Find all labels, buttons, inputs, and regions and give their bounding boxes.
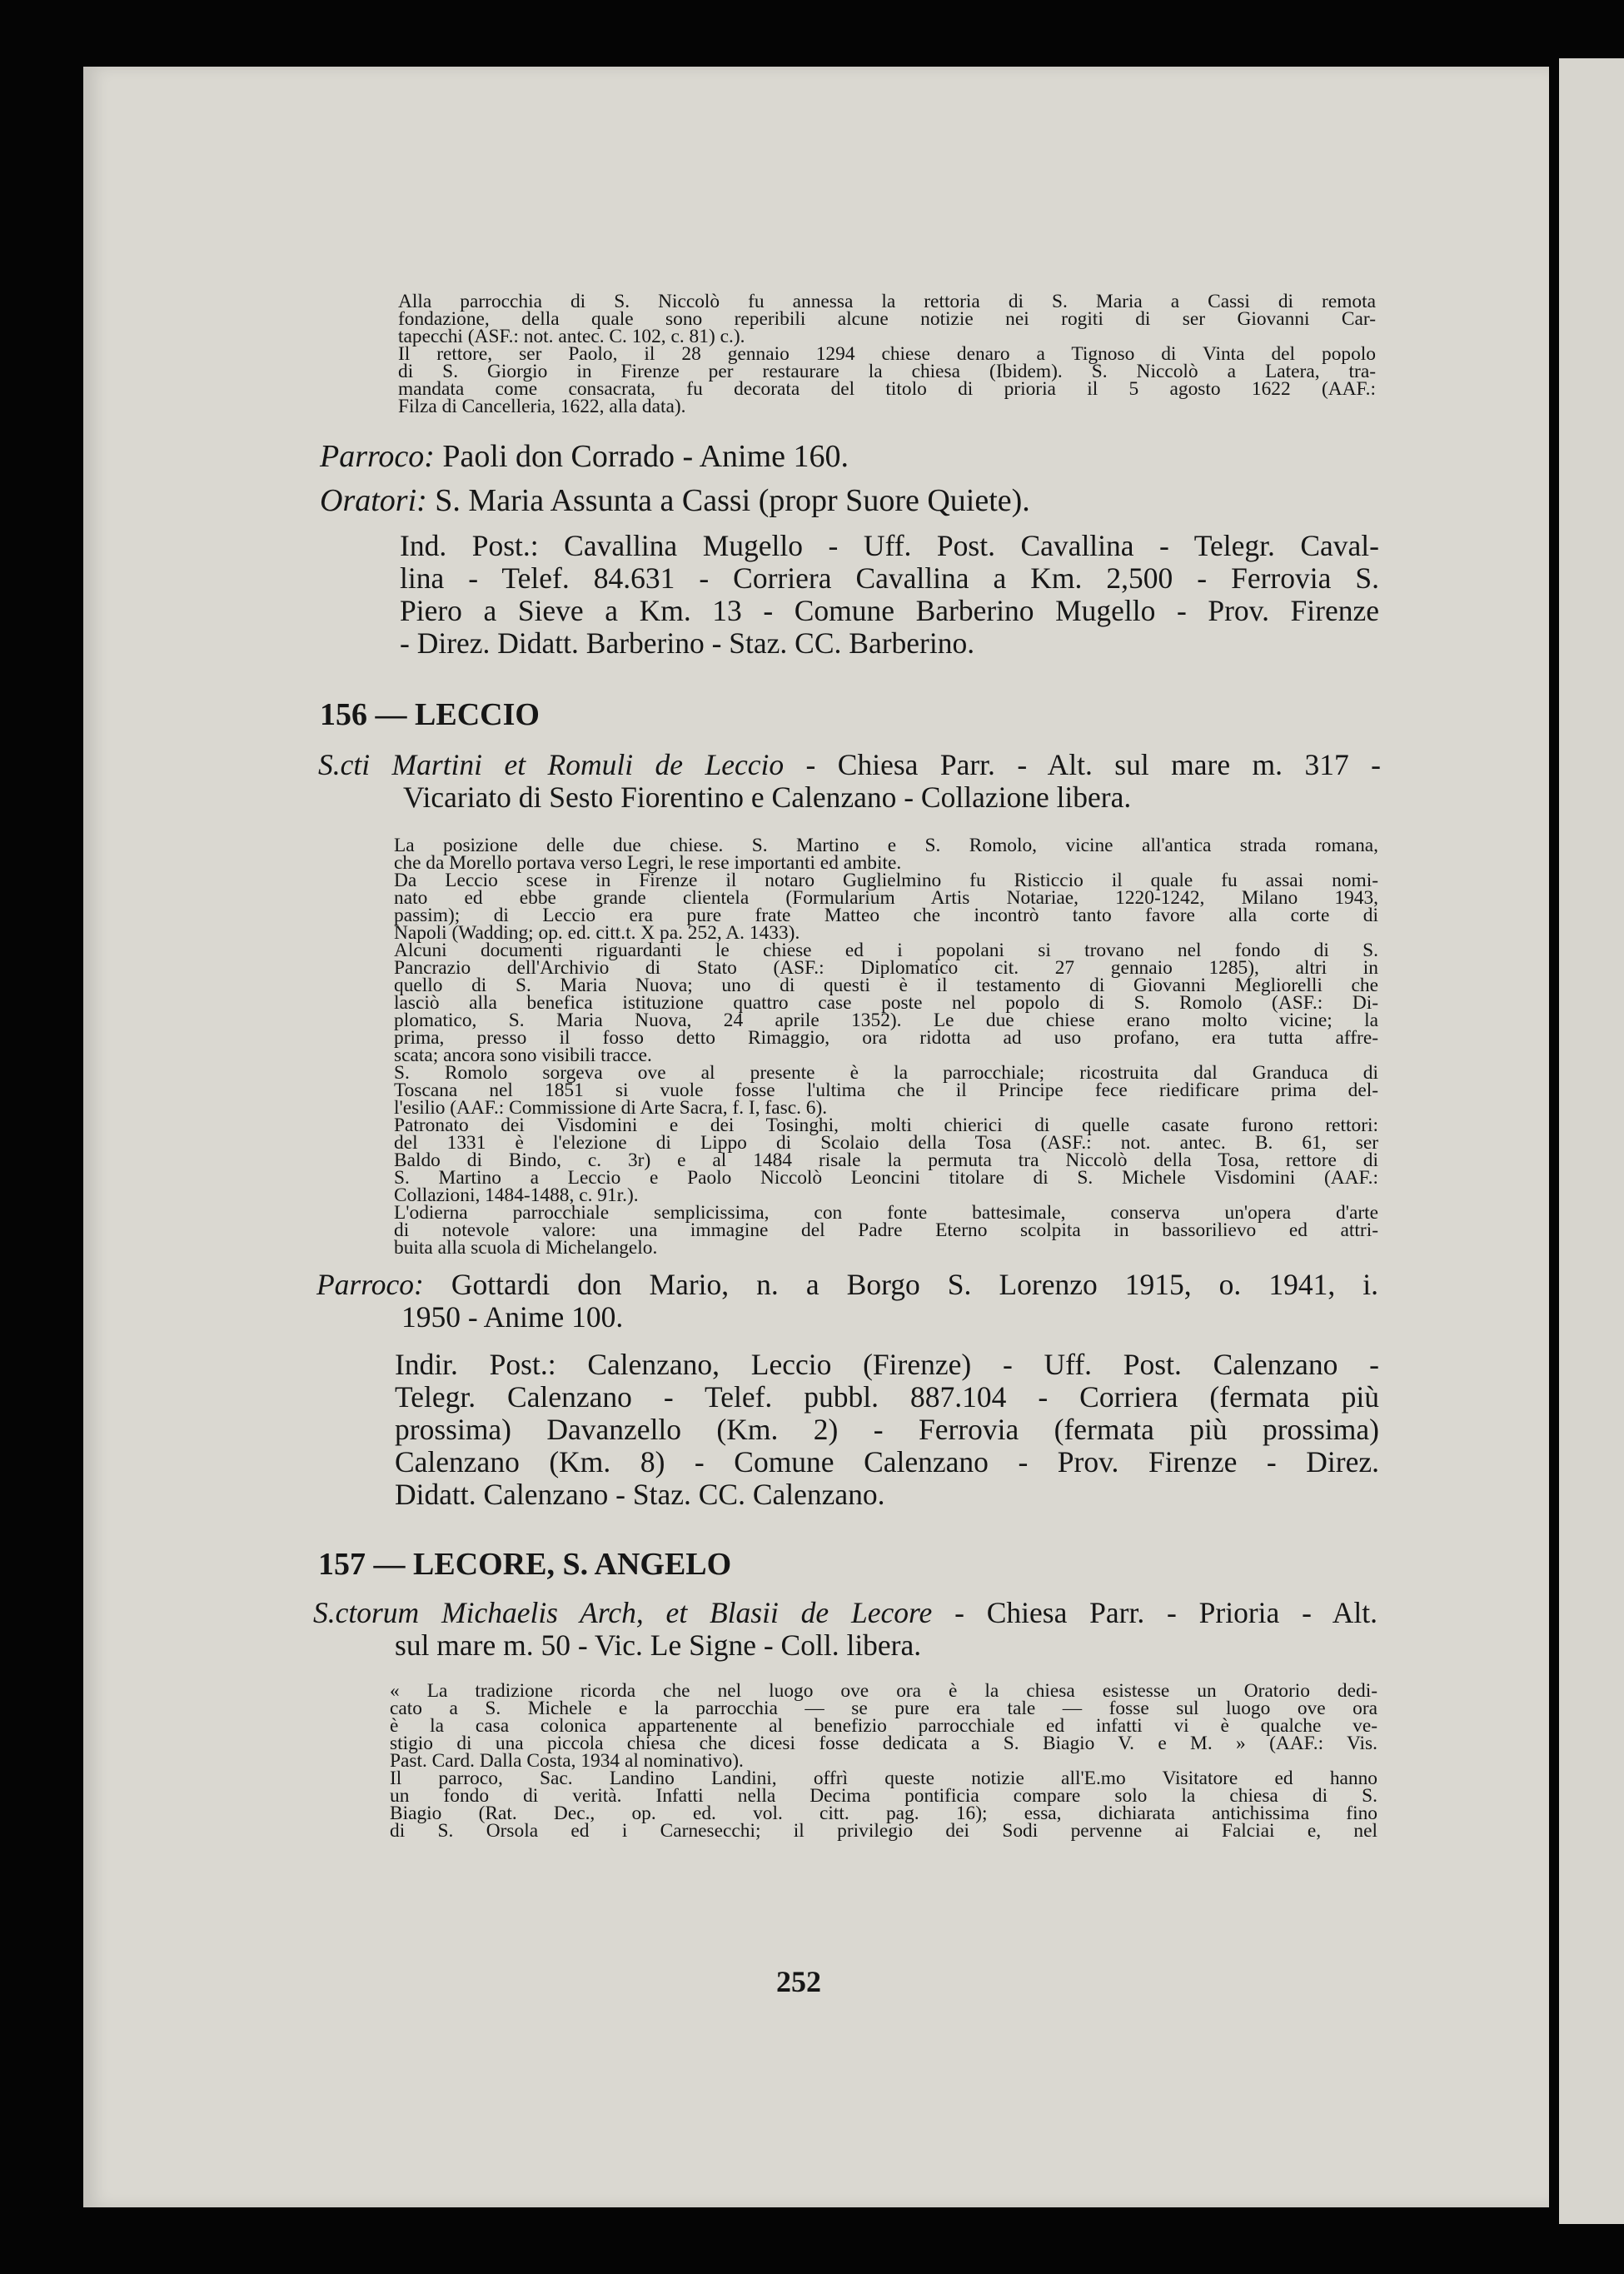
note-line: quello di S. Maria Nuova; uno di questi è il testamento di Giovanni Megliorelli che bbox=[394, 975, 1378, 996]
parroco-label: Parroco: bbox=[316, 1268, 424, 1301]
entry-157-heading: 157 — LECORE, S. ANGELO bbox=[318, 1547, 732, 1582]
oratori-label: Oratori: bbox=[320, 483, 427, 518]
address-line: Didatt. Calenzano - Staz. CC. Calenzano. bbox=[395, 1478, 885, 1511]
address-line: lina - Telef. 84.631 - Corriera Cavallina a Km. 2,500 - Ferrovia S. bbox=[400, 561, 1379, 595]
note-line: Alcuni documenti riguardanti le chiese ed i popolani si trovano nel fondo di S. bbox=[394, 940, 1378, 961]
book-page bbox=[83, 67, 1549, 2207]
address-line: Indir. Post.: Calenzano, Leccio (Firenze) - Uff. Post. Calenzano - bbox=[395, 1348, 1379, 1381]
note-line: Collazioni, 1484-1488, c. 91r.). bbox=[394, 1184, 639, 1206]
note-line: plomatico, S. Maria Nuova, 24 aprile 1352). Le due chiese erano molto vicine; la bbox=[394, 1010, 1378, 1031]
note-line: Il rettore, ser Paolo, il 28 gennaio 1294 chiese denaro a Tignoso di Vinta del popolo bbox=[398, 343, 1376, 365]
entry-156-latin-name: S.cti Martini et Romuli de Leccio bbox=[318, 748, 785, 781]
note-line: Toscana nel 1851 si vuole fosse l'ultima che il Principe fece riedificare prima del- bbox=[394, 1080, 1378, 1101]
entry-156-parroco-line1 bbox=[316, 1269, 1378, 1300]
note-line: di notevole valore: una immagine del Padre Eterno scolpita in bassorilievo ed attri- bbox=[394, 1219, 1378, 1241]
note-line: Da Leccio scese in Firenze il notaro Guglielmino fu Risticcio il quale fu assai nomi- bbox=[394, 870, 1378, 891]
entry-156-parroco-line2: 1950 - Anime 100. bbox=[401, 1300, 624, 1334]
note-line: del 1331 è l'elezione di Lippo di Scolaio della Tosa (ASF.: not. antec. B. 61, ser bbox=[394, 1132, 1378, 1154]
note-line: nato ed ebbe grande clientela (Formularium Artis Notariae, 1220-1242, Milano 1943, bbox=[394, 887, 1378, 909]
facing-page-edge bbox=[1559, 58, 1624, 2224]
note-line: di S. Orsola ed i Carnesecchi; il privilegio dei Sodi pervenne ai Falciai e, nel bbox=[390, 1820, 1377, 1842]
note-line: tapecchi (ASF.: not. antec. C. 102, c. 81) c.). bbox=[398, 326, 745, 347]
note-line: S. Romolo sorgeva ove al presente è la parrocchiale; ricostruita dal Granduca di bbox=[394, 1062, 1378, 1084]
entry-156-heading: 156 — LECCIO bbox=[320, 697, 540, 732]
entry-156-desc-line1 bbox=[318, 750, 1381, 780]
note-line: fondazione, della quale sono reperibili alcune notizie nei rogiti di ser Giovanni Car- bbox=[398, 308, 1376, 330]
note-line: L'odierna parrocchiale semplicissima, con fonte battesimale, conserva un'opera d'arte bbox=[394, 1202, 1378, 1224]
note-line: buita alla scuola di Michelangelo. bbox=[394, 1237, 658, 1259]
address-line: Calenzano (Km. 8) - Comune Calenzano - Prov. Firenze - Direz. bbox=[395, 1445, 1379, 1479]
intro-parroco bbox=[320, 439, 849, 474]
address-line: Ind. Post.: Cavallina Mugello - Uff. Post. Cavallina - Telegr. Caval- bbox=[400, 529, 1379, 562]
entry-156-desc: - Chiesa Parr. - Alt. sul mare m. 317 - bbox=[805, 748, 1381, 781]
entry-157-desc: - Chiesa Parr. - Prioria - Alt. bbox=[954, 1596, 1378, 1629]
note-line: lasciò alla benefica istituzione quattro case poste nel popolo di S. Romolo (ASF.: Di- bbox=[394, 992, 1378, 1014]
note-line: l'esilio (AAF.: Commissione di Arte Sacra, f. I, fasc. 6). bbox=[394, 1097, 828, 1119]
note-line: Biagio (Rat. Dec., op. ed. vol. citt. pag. 16); essa, dichiarata antichissima fino bbox=[390, 1803, 1377, 1824]
note-line: Baldo di Bindo, c. 3r) e al 1484 risale la permuta tra Niccolò della Tosa, rettore di bbox=[394, 1149, 1378, 1171]
note-line: prima, presso il fosso detto Rimaggio, ora ridotta ad uso profano, era tutta affre- bbox=[394, 1027, 1378, 1049]
note-line: passim); di Leccio era pure frate Matteo che incontrò tanto favore alla corte di bbox=[394, 905, 1378, 926]
note-line: Past. Card. Dalla Costa, 1934 al nominativo). bbox=[390, 1750, 744, 1772]
parroco-text: Paoli don Corrado - Anime 160. bbox=[442, 439, 849, 474]
address-line: Piero a Sieve a Km. 13 - Comune Barberino Mugello - Prov. Firenze bbox=[400, 594, 1379, 627]
note-line: un fondo di verità. Infatti nella Decima pontificia compare solo la chiesa di S. bbox=[390, 1785, 1377, 1807]
address-line: Telegr. Calenzano - Telef. pubbl. 887.104 - Corriera (fermata più bbox=[395, 1380, 1379, 1414]
note-line: mandata come consacrata, fu decorata del titolo di prioria il 5 agosto 1622 (AAF.: bbox=[398, 378, 1376, 400]
note-line: è la casa colonica appartenente al benefizio parrocchiale ed infatti vi è qualche ve- bbox=[390, 1715, 1377, 1737]
entry-157-latin-name: S.ctorum Michaelis Arch, et Blasii de Lecore bbox=[313, 1596, 933, 1629]
entry-157-desc-line2: sul mare m. 50 - Vic. Le Signe - Coll. libera. bbox=[395, 1628, 922, 1662]
note-line: di S. Giorgio in Firenze per restaurare la chiesa (Ibidem). S. Niccolò a Latera, tra- bbox=[398, 361, 1376, 382]
intro-oratori bbox=[320, 483, 1030, 518]
note-line: scata; ancora sono visibili tracce. bbox=[394, 1045, 652, 1066]
parroco-label: Parroco: bbox=[320, 439, 435, 474]
note-line: Napoli (Wadding; op. ed. citt.t. X pa. 252, A. 1433). bbox=[394, 922, 800, 944]
note-line: S. Martino a Leccio e Paolo Niccolò Leoncini titolare di S. Michele Visdomini (AAF.: bbox=[394, 1167, 1378, 1189]
note-line: La posizione delle due chiese. S. Martino e S. Romolo, vicine all'antica strada romana, bbox=[394, 835, 1378, 856]
oratori-text: S. Maria Assunta a Cassi (propr Suore Quiete). bbox=[435, 483, 1030, 518]
note-line: stigio di una piccola chiesa che dicesi fosse dedicata a S. Biagio V. e M. » (AAF.: Vis. bbox=[390, 1733, 1377, 1754]
parroco-text: Gottardi don Mario, n. a Borgo S. Lorenzo 1915, o. 1941, i. bbox=[451, 1268, 1378, 1301]
note-line: Alla parrocchia di S. Niccolò fu annessa la rettoria di S. Maria a Cassi di remota bbox=[398, 291, 1376, 312]
entry-157-desc-line1 bbox=[313, 1598, 1377, 1628]
note-line: Pancrazio dell'Archivio di Stato (ASF.: Diplomatico cit. 27 gennaio 1285), altri in bbox=[394, 957, 1378, 979]
note-line: Patronato dei Visdomini e dei Tosinghi, molti chierici di quelle casate furono rettori: bbox=[394, 1115, 1378, 1136]
note-line: Filza di Cancelleria, 1622, alla data). bbox=[398, 396, 686, 417]
note-line: cato a S. Michele e la parrocchia — se pure era tale — fosse sul luogo ove ora bbox=[390, 1698, 1377, 1719]
note-line: « La tradizione ricorda che nel luogo ove ora è la chiesa esistesse un Oratorio dedi- bbox=[390, 1680, 1377, 1702]
note-line: che da Morello portava verso Legri, le rese importanti ed ambite. bbox=[394, 852, 902, 874]
entry-156-desc-line2: Vicariato di Sesto Fiorentino e Calenzano - Collazione libera. bbox=[403, 780, 1132, 814]
address-line: prossima) Davanzello (Km. 2) - Ferrovia (fermata più prossima) bbox=[395, 1413, 1379, 1446]
note-line: Il parroco, Sac. Landino Landini, offrì queste notizie all'E.mo Visitatore ed hanno bbox=[390, 1768, 1377, 1789]
address-line: - Direz. Didatt. Barberino - Staz. CC. Barberino. bbox=[400, 626, 975, 660]
page-number: 252 bbox=[776, 1965, 821, 1998]
